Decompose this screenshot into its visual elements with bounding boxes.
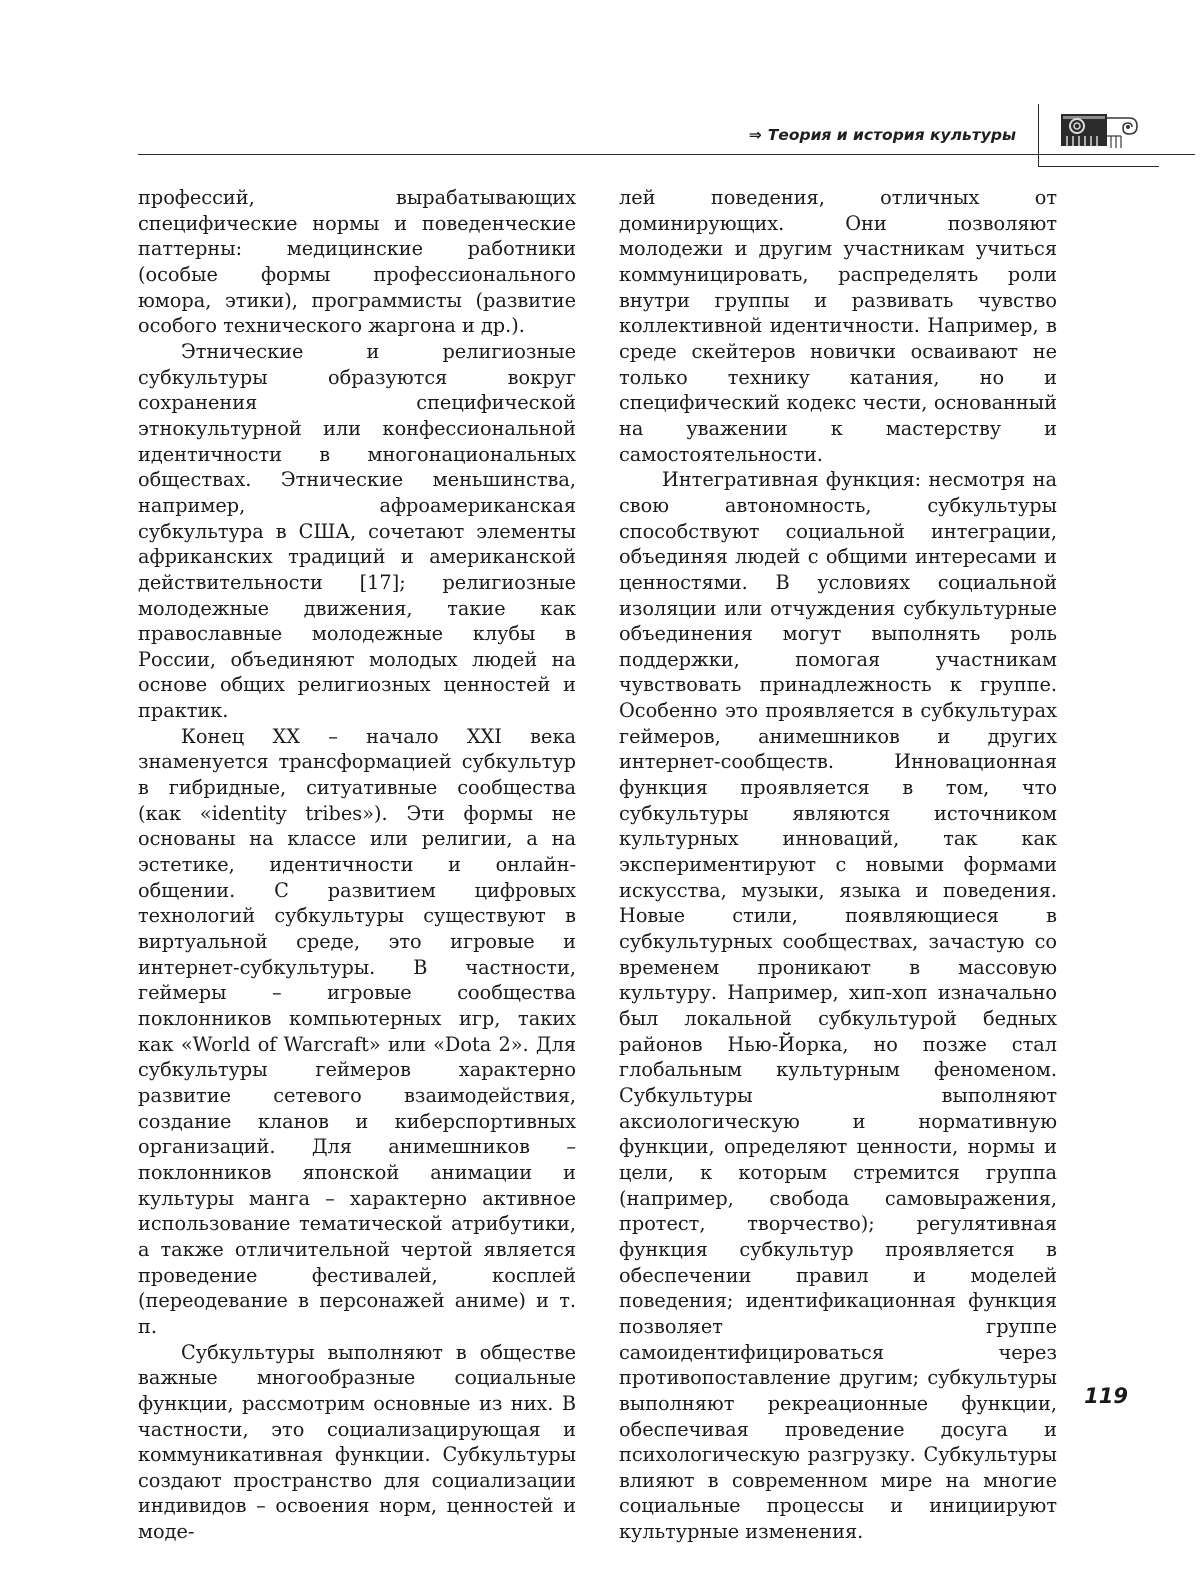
paragraph: Конец XX – начало XXI века знаменуется трансформацией субкультур в гибридные, ситуативные сообщества (как «identity tribes»). Эти формы не основаны на классе или религии, а на эстетике, идентичности и онлайн-общении. С развитием цифровых технологий субкультуры существуют в виртуальной среде, это игровые и интернет-субкультуры. В частности, геймеры – игровые сообщества поклонников компьютерных игр, таких как «World of Warcraft» или «Dota 2». Для субкультуры геймеров характерно развитие сетевого взаимодействия, создание кланов и киберспортивных организаций. Для анимешников – поклонников японской анимации и культуры манга – характерно активное использование тематической атрибутики, а также отличительной чертой является проведение фестивалей, косплей (переодевание в персонажей аниме) и т. п.: [138, 724, 576, 1338]
ionic-column-capital-icon: [1059, 104, 1151, 150]
paragraph: Субкультуры выполняют в обществе важные многообразные социальные функции, рассмотрим основные из них. В частности, это социализацирующая и коммуникативная функции. Субкультуры создают пространство для социализации индивидов – освоения норм, ценностей и моде-: [138, 1340, 576, 1544]
paragraph: Интегративная функция: несмотря на свою автономность, субкультуры способствуют социальной интеграции, объединяя людей с общими интересами и ценностями. В условиях социальной изоляции или отчуждения субкультурные объединения могут выполнять роль поддержки, помогая участникам чувствовать принадлежность к группе. Особенно это проявляется в субкультурах геймеров, анимешников и других интернет-сообществ. Инновационная функция проявляется в том, что субкультуры являются источником культурных инноваций, так как экспериментируют с новыми формами искусства, музыки, языка и поведения. Новые стили, появляющиеся в субкультурных сообществах, зачастую со временем проникают в массовую культуру. Например, хип-хоп изначально был локальной субкультурой бедных районов Нью-Йорка, но позже стал глобальным культурным феноменом. Субкультуры выполняют аксиологическую и нормативную функции, определяют ценности, нормы и цели, к которым стремится группа (например, свобода самовыражения, протест, творчество); регулятивная функция субкультур проявляется в обеспечении правил и моделей поведения; идентификационная функция позволяет группе самоидентифицироваться через противопоставление другим; субкультуры выполняют рекреационные функции, обеспечивая проведение досуга и психологическую разгрузку. Субкультуры влияют в современном мире на многие социальные процессы и инициируют культурные изменения.: [619, 468, 1057, 1544]
running-header: [700, 126, 1016, 144]
arrow-right-icon: ⇒: [748, 126, 762, 144]
paragraph: лей поведения, отличных от доминирующих. Они позволяют молодежи и другим участникам учиться коммуницировать, распределять роли внутри группы и развивать чувство коллективной идентичности. Например, в среде скейтеров новички осваивают не только технику катания, но и специфический кодекс чести, основанный на уважении к мастерству и самостоятельности.: [619, 186, 1057, 466]
header-logo-frame: [1038, 104, 1159, 167]
page-number: 119: [1084, 1384, 1128, 1408]
left-column: [138, 185, 576, 1545]
running-header-title: Теория и история культуры: [767, 126, 1016, 144]
right-column: [619, 185, 1057, 1545]
header-rule: [138, 154, 1195, 155]
paragraph: Этнические и религиозные субкультуры образуются вокруг сохранения специфической этнокультурной или конфессиональной идентичности в многонациональных обществах. Этнические меньшинства, например, афроамериканская субкультура в США, сочетают элементы африканских традиций и американской действительности [17]; религиозные молодежные движения, такие как православные молодежные клубы в России, объединяют молодых людей на основе общих религиозных ценностей и практик.: [138, 339, 576, 723]
paragraph: профессий, вырабатывающих специфические нормы и поведенческие паттерны: медицинские работники (особые формы профессионального юмора, этики), программисты (развитие особого технического жаргона и др.).: [138, 186, 576, 338]
